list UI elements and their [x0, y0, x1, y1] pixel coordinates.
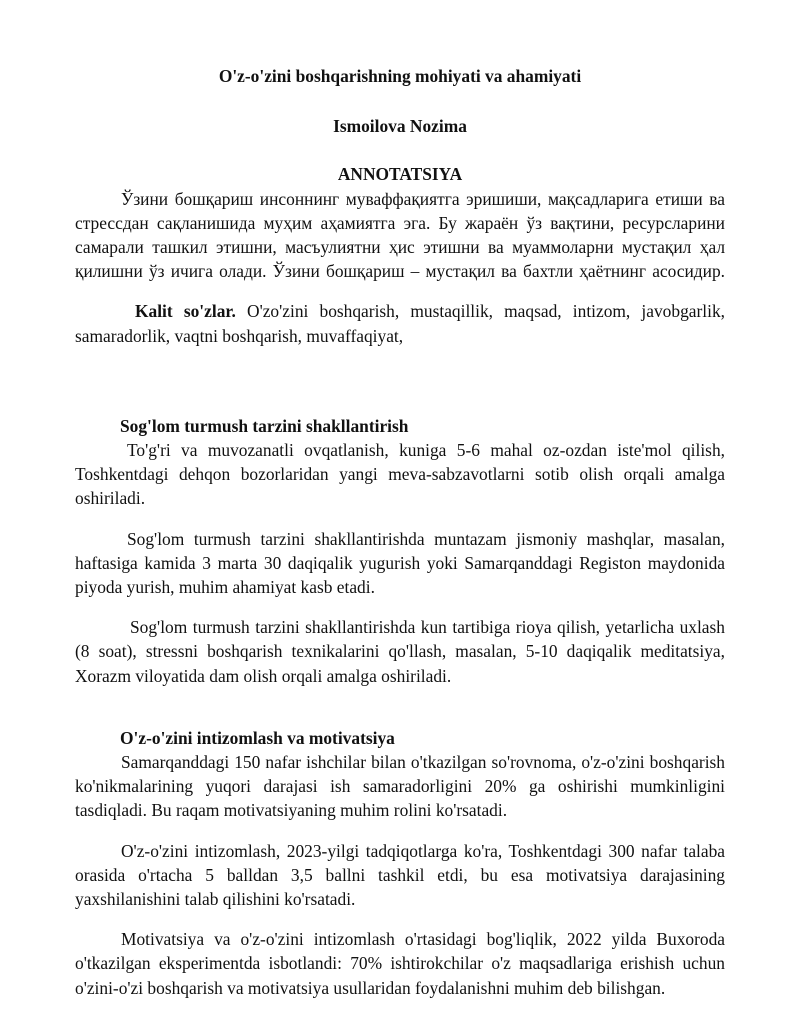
keywords-paragraph	[75, 299, 725, 347]
section-paragraph: Samarqanddagi 150 nafar ishchilar bilan o'tkazilgan so'rovnoma, o'z-o'zini boshqarish ko'nikmalarining yuqori darajasi ish samaradorligini 20% ga oshirishi mumkinligini tasdiqladi. Bu raqam motivatsiyaning muhim rolini ko'rsatadi.	[75, 752, 725, 821]
author-name: Ismoilova Nozima	[333, 116, 467, 137]
section-paragraph: Motivatsiya va o'z-o'zini intizomlash o'rtasidagi bog'liqlik, 2022 yilda Buxoroda o'tkazilgan eksperimentda isbotlandi: 70% ishtirokchilar o'z maqsadlariga erishish uchun o'zini-o'zi boshqarish va motivatsiya usullaridan foydalanishni muhim deb bilishgan.	[75, 929, 725, 998]
abstract-paragraph	[75, 187, 725, 284]
document-title: O'z-o'zini boshqarishning mohiyati va ahamiyati	[218, 66, 582, 86]
keywords-label: Kalit so'zlar.	[135, 301, 236, 322]
section-heading-discipline-motivation: O'z-o'zini intizomlash va motivatsiya	[120, 727, 395, 748]
section-paragraph: Sog'lom turmush tarzini shakllantirishda kun tartibiga rioya qilish, yetarlicha uxlash (8 soat), stressni boshqarish texnikalarini qo'llash, masalan, 5-10 daqiqalik meditatsiya, Xorazm viloyatida dam olish orqali amalga oshiriladi.	[75, 617, 725, 686]
abstract-end-text: асосидир.	[652, 261, 725, 282]
section-paragraph: To'g'ri va muvozanatli ovqatlanish, kuniga 5-6 mahal oz-ozdan iste'mol qilish, Toshkentdagi dehqon bozorlaridan yangi meva-sabzavotlarni sotib olish orqali amalga oshiriladi.	[75, 440, 725, 509]
section-heading-healthy-lifestyle: Sog'lom turmush tarzini shakllantirish	[120, 415, 409, 436]
section-paragraph: O'z-o'zini intizomlash, 2023-yilgi tadqiqotlarga ko'ra, Toshkentdagi 300 nafar talaba orasida o'rtacha 5 balldan 3,5 ballni tashkil etdi, bu esa motivatsiya darajasining yaxshilanishini talab qilishini ko'rsatadi.	[75, 840, 725, 910]
abstract-main-text: Ўзини бошқариш инсоннинг муваффақиятга эришиши, мақсадларига етиши ва стрессдан сақланишида муҳим аҳамиятга эга. Бу жараён ўз вақтини, ресурсларини самарали ташкил этишни, масъулиятни ҳис этишни ва муаммоларни мустақил ҳал қилишни ўз ичига олади. Ўзини бошқариш – мустақил ва бахтли ҳаётнинг	[75, 188, 725, 282]
section-paragraph: Sog'lom turmush tarzini shakllantirishda muntazam jismoniy mashqlar, masalan, haftasiga kamida 3 marta 30 daqiqalik yugurish yoki Samarqanddagi Registon maydonida piyoda yurish, muhim ahamiyat kasb etadi.	[75, 528, 725, 598]
annotation-heading: ANNOTATSIYA	[337, 164, 463, 185]
keywords-text: O'zo'zini boshqarish, mustaqillik, maqsad, intizom, javobgarlik, samaradorlik, vaqtni boshqarish, muvaffaqiyat,	[75, 301, 725, 346]
